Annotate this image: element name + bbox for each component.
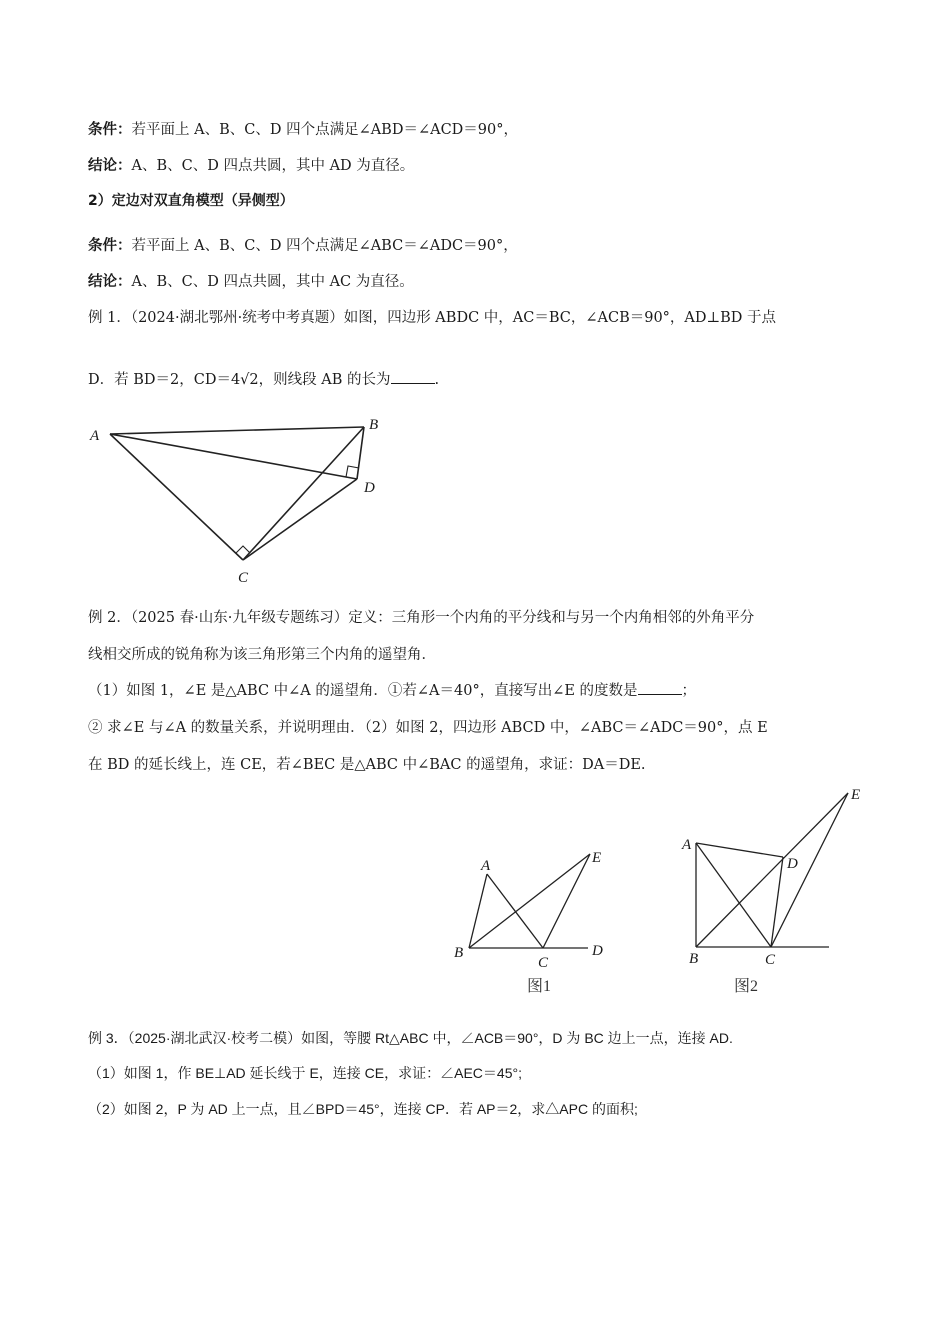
- condition-text: 若平面上 A、B、C、D 四个点满足∠ABC＝∠ADC＝90°，: [131, 238, 518, 254]
- segment-AD: [696, 843, 783, 857]
- label-C: C: [238, 570, 249, 586]
- example2-semicolon: ；: [681, 683, 697, 699]
- label-B: B: [454, 945, 464, 961]
- label-D: D: [787, 856, 798, 872]
- example1-period: .: [434, 372, 440, 388]
- label-B: B: [369, 417, 379, 433]
- label-E: E: [592, 850, 602, 866]
- label-D: D: [592, 943, 603, 959]
- section2-heading: 2）定边对双直角模型（异侧型）: [88, 193, 294, 209]
- label-A: A: [90, 428, 100, 444]
- condition-text: 若平面上 A、B、C、D 四个点满足∠ABD＝∠ACD＝90°，: [131, 122, 519, 138]
- label-C: C: [538, 955, 549, 971]
- example2-line5: 在 BD 的延长线上，连 CE，若∠BEC 是△ABC 中∠BAC 的遥望角，求证：DA＝DE.: [88, 757, 646, 773]
- conclusion-text: A、B、C、D 四点共圆，其中 AD 为直径。: [131, 158, 415, 174]
- example2-line4: ② 求∠E 与∠A 的数量关系，并说明理由．（2）如图 2，四边形 ABCD 中，∠ABC＝∠ADC＝90°，点 E: [88, 720, 768, 736]
- example3-line1: 例 3．（2025·湖北武汉·校考二模）如图，等腰 Rt△ABC 中，∠ACB＝90°，D 为 BC 边上一点，连接 AD.: [88, 1030, 733, 1046]
- conclusion-label: 结论：: [88, 158, 132, 174]
- example2-line2: 线相交所成的锐角称为该三角形第三个内角的遥望角．: [88, 647, 436, 663]
- label-E: E: [851, 787, 861, 803]
- segment-DC: [771, 857, 783, 947]
- label-B: B: [689, 951, 699, 967]
- figure1-caption: 图1: [527, 978, 552, 995]
- example2-part1: （1）如图 1，∠E 是△ABC 中∠A 的遥望角．①若∠A＝40°，直接写出∠E 的度数是: [88, 683, 638, 699]
- label-A: A: [481, 858, 491, 874]
- label-C: C: [765, 952, 776, 968]
- figure2-caption: 图2: [734, 978, 759, 995]
- example3-line3: （2）如图 2，P 为 AD 上一点，且∠BPD＝45°，连接 CP．若 AP＝2，求△APC 的面积;: [88, 1101, 638, 1117]
- label-A: A: [682, 837, 692, 853]
- conclusion-text: A、B、C、D 四点共圆，其中 AC 为直径。: [131, 274, 414, 290]
- example3-line2: （1）如图 1，作 BE⊥AD 延长线于 E，连接 CE，求证：∠AEC＝45°;: [88, 1065, 522, 1081]
- segment-CE: [771, 793, 848, 947]
- conclusion-label: 结论：: [88, 274, 132, 290]
- condition-label: 条件：: [88, 122, 132, 138]
- segment-BE: [696, 793, 848, 947]
- example1-line1: 例 1．（2024·湖北鄂州·统考中考真题）如图，四边形 ABDC 中，AC＝BC，∠ACB＝90°，AD⊥BD 于点: [88, 310, 777, 326]
- segment-AC: [696, 843, 771, 947]
- condition-label: 条件：: [88, 238, 132, 254]
- example2-line1: 例 2．（2025 春·山东·九年级专题练习）定义：三角形一个内角的平分线和与另一个内角相邻的外角平分: [88, 610, 755, 626]
- example1-question: D．若 BD＝2，CD＝4√2，则线段 AB 的长为: [88, 372, 391, 388]
- label-D: D: [364, 480, 375, 496]
